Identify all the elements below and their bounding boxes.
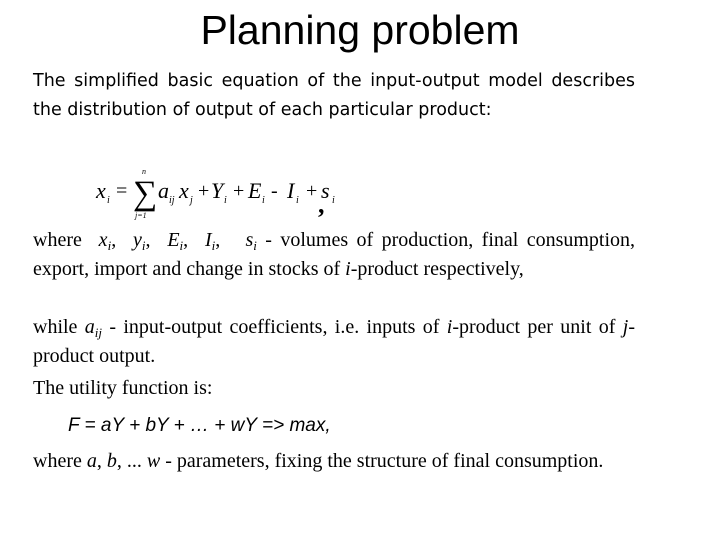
eq-Y-sub: i: [224, 195, 227, 206]
eq-s-sub: i: [332, 195, 335, 206]
sum-icon: ∑: [133, 175, 158, 212]
eq-s: s: [321, 178, 330, 203]
eq-Y: Y: [211, 178, 224, 203]
coefficients-paragraph: while $a_{ij}$ - input-output coefficients, i.e. inputs of i-product per unit of j-product output.: [33, 316, 635, 367]
eq-plus-1: +: [198, 180, 210, 202]
eq-equals: =: [116, 180, 128, 202]
var-E: E: [167, 229, 180, 251]
utility-intro: The utility function is:: [33, 377, 213, 399]
eq-plus-2: +: [233, 180, 245, 202]
eq-a: a: [158, 178, 169, 203]
var-s: s: [245, 229, 254, 251]
var-a: a: [84, 316, 95, 338]
var-x: x: [98, 229, 108, 251]
eq-x: x: [96, 178, 106, 203]
eq-a-sub: ij: [169, 195, 175, 206]
eq-sum-upper: n: [142, 167, 146, 176]
var-I: I: [204, 229, 212, 251]
eq-xj: x: [179, 178, 189, 203]
eq-E: E: [248, 178, 262, 203]
eq-I-sub: i: [296, 195, 299, 206]
utility-equation: F = aY + bY + … + wY => max,: [68, 415, 331, 436]
where-lead: where: [33, 229, 82, 251]
variables-paragraph: where $x_i$, $y_i$, $E_i$, $I_i$, $s_i$ - volumes of production, final consumption, export, import and change in stocks of i-product respectively,: [33, 229, 636, 280]
eq-I: I: [287, 178, 295, 203]
slide-title: Planning problem: [200, 7, 520, 53]
eq-sum-lower: j=1: [135, 211, 147, 220]
eq-x-sub: i: [107, 195, 110, 206]
eq-plus-3: +: [306, 180, 318, 202]
equation-comma: ,: [318, 190, 325, 219]
eq-E-sub: i: [262, 195, 265, 206]
parameters-paragraph: where a, b, ... w - parameters, fixing the structure of final consumption.: [33, 450, 604, 472]
intro-paragraph: The simplified basic equation of the input-output model describes the distribution of output of each particular product:: [33, 71, 635, 120]
eq-xj-sub: j: [190, 195, 193, 206]
var-y: y: [133, 229, 142, 251]
eq-minus: -: [271, 180, 278, 202]
